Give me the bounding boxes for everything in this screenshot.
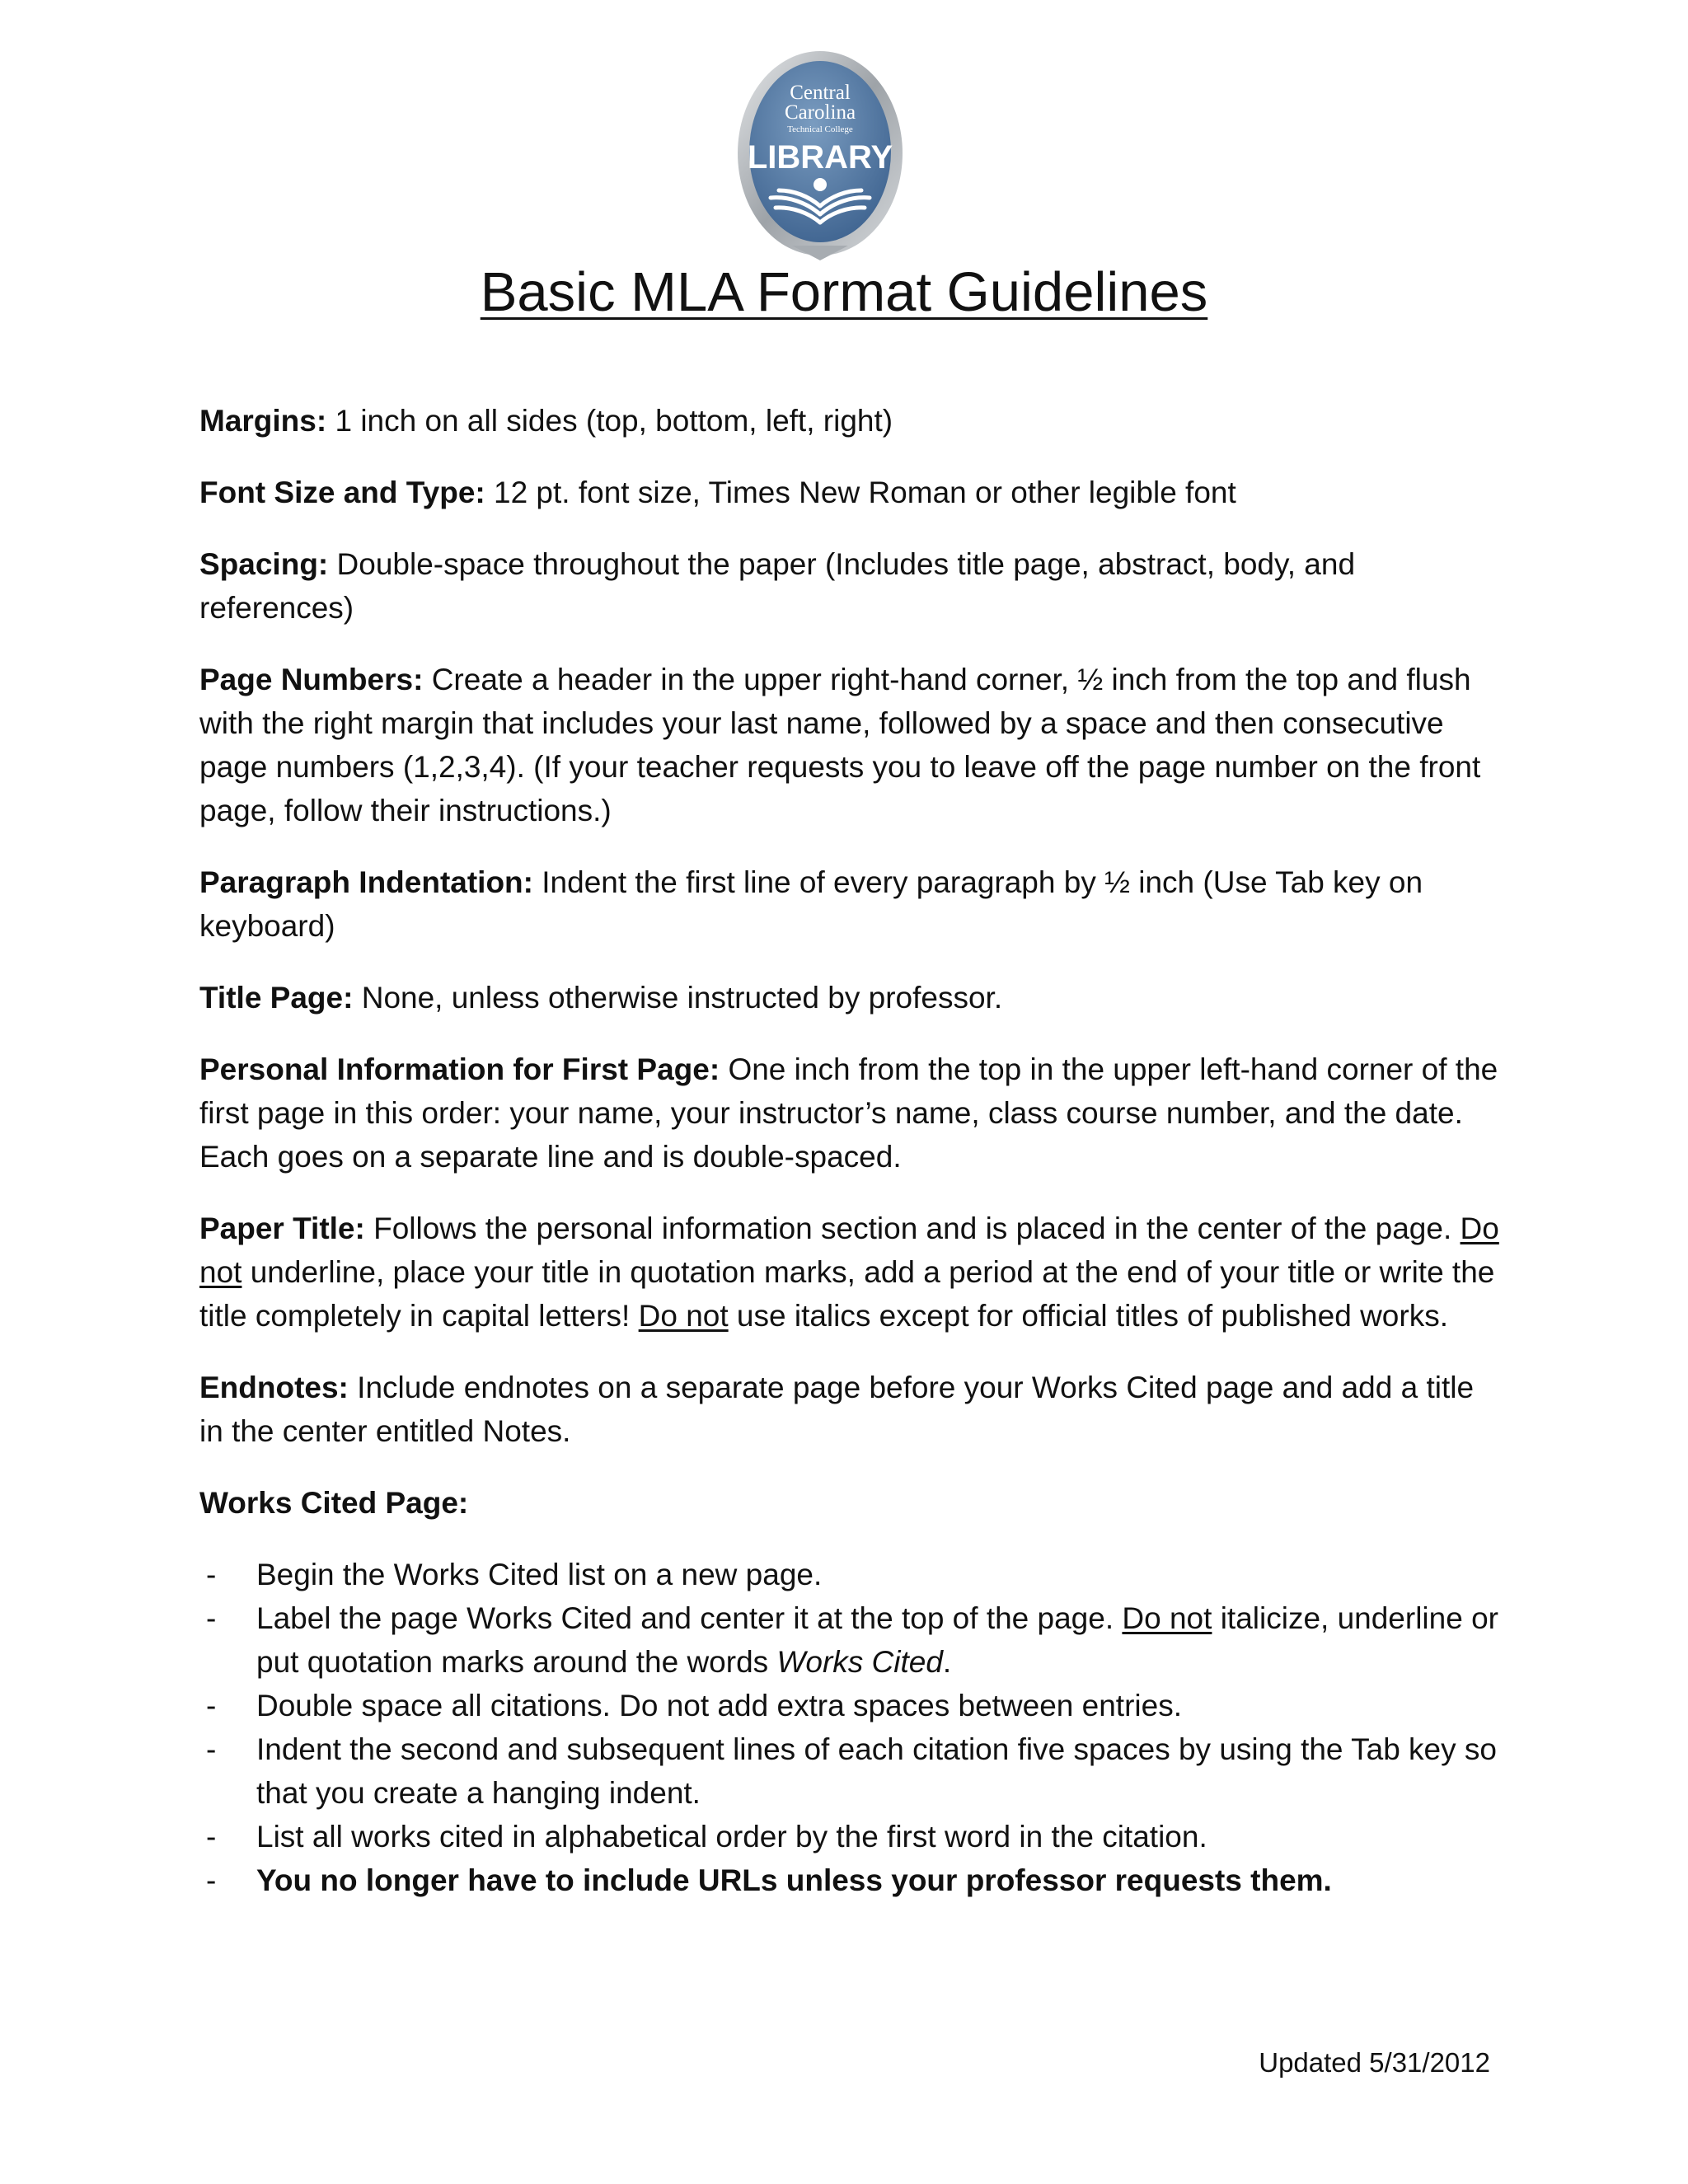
list-item-text: You no longer have to include URLs unless your professor requests them.: [256, 1863, 1332, 1897]
page-title: Basic MLA Format Guidelines: [480, 261, 1208, 323]
logo-line-1: Central: [790, 82, 851, 104]
list-item-text: Double space all citations. Do not add extra spaces between entries.: [256, 1689, 1182, 1722]
title-page-paragraph: [199, 976, 1502, 1019]
library-logo: [734, 48, 906, 264]
works-cited-heading: [199, 1481, 1502, 1525]
spacing-text: Double-space throughout the paper (Includes title page, abstract, body, and references): [199, 547, 1356, 625]
works-cited-list: [199, 1553, 1502, 1902]
endnotes-label: Endnotes:: [199, 1371, 349, 1404]
paper-title-text-1: Follows the personal information section and is placed in the center of the page.: [373, 1212, 1452, 1245]
list-item: [199, 1684, 1502, 1727]
margins-paragraph: [199, 399, 1502, 443]
guidelines-body: [199, 399, 1502, 1902]
page-numbers-text: Create a header in the upper right-hand corner, ½ inch from the top and flush with the right margin that includes your last name, followed by a space and then consecutive page numbers (1,2,3,4). (If your teacher requests you to leave off the page number on the front page, follow their instructions.): [199, 663, 1481, 827]
paper-title-text-3: use italics except for official titles of published works.: [736, 1299, 1448, 1333]
bullet-dash: -: [206, 1689, 217, 1722]
list-item-text: List all works cited in alphabetical order by the first word in the citation.: [256, 1820, 1207, 1854]
logo-line-2: Carolina: [784, 101, 856, 124]
list-item-text: Indent the second and subsequent lines of each citation five spaces by using the Tab key so that you create a hanging indent.: [256, 1732, 1497, 1810]
list-item: [199, 1858, 1502, 1902]
logo-line-4: LIBRARY: [747, 139, 893, 176]
list-item-text: italicize, underline or put quotation marks around the words: [256, 1601, 1498, 1679]
margins-label: Margins:: [199, 404, 327, 438]
spacing-paragraph: [199, 542, 1502, 630]
page-numbers-label: Page Numbers:: [199, 663, 424, 696]
personal-info-text: One inch from the top in the upper left-hand corner of the first page in this order: your name, your instructor’s name, class course number, and the date. Each goes on a separate line and is double-spaced.: [199, 1052, 1498, 1174]
title-page-text: None, unless otherwise instructed by professor.: [361, 981, 1003, 1015]
font-paragraph: [199, 471, 1502, 514]
updated-date: Updated 5/31/2012: [1259, 2047, 1490, 2078]
endnotes-paragraph: [199, 1366, 1502, 1453]
list-item: [199, 1553, 1502, 1596]
bullet-dash: -: [206, 1820, 217, 1854]
font-label: Font Size and Type:: [199, 476, 485, 509]
list-item: [199, 1815, 1502, 1858]
paper-title-text-2: underline, place your title in quotation marks, add a period at the end of your title or write the title completely in capital letters!: [199, 1255, 1495, 1333]
bullet-dash: -: [206, 1601, 217, 1635]
do-not-emphasis: Do not: [638, 1299, 729, 1333]
list-item: [199, 1596, 1502, 1684]
list-item-text: Label the page Works Cited and center it at the top of the page.: [256, 1601, 1114, 1635]
indentation-text: Indent the first line of every paragraph by ½ inch (Use Tab key on keyboard): [199, 865, 1423, 943]
title-page-label: Title Page:: [199, 981, 354, 1015]
indentation-paragraph: [199, 860, 1502, 948]
bullet-dash: -: [206, 1863, 217, 1897]
personal-info-paragraph: [199, 1047, 1502, 1179]
do-not-emphasis: Do not: [1122, 1601, 1212, 1635]
paper-title-label: Paper Title:: [199, 1212, 365, 1245]
bullet-dash: -: [206, 1732, 217, 1766]
font-text: 12 pt. font size, Times New Roman or other legible font: [494, 476, 1236, 509]
list-item-period: .: [942, 1645, 952, 1679]
list-item: [199, 1727, 1502, 1815]
page-numbers-paragraph: [199, 658, 1502, 832]
margins-text: 1 inch on all sides (top, bottom, left, right): [335, 404, 893, 438]
list-item-text: Begin the Works Cited list on a new page.: [256, 1558, 823, 1591]
paper-title-paragraph: [199, 1207, 1502, 1338]
works-cited-label: Works Cited Page:: [199, 1486, 469, 1520]
bullet-dash: -: [206, 1558, 217, 1591]
indentation-label: Paragraph Indentation:: [199, 865, 533, 899]
endnotes-text: Include endnotes on a separate page before your Works Cited page and add a title in the center entitled Notes.: [199, 1371, 1475, 1448]
works-cited-italic: Works Cited: [776, 1645, 943, 1679]
spacing-label: Spacing:: [199, 547, 329, 581]
personal-info-label: Personal Information for First Page:: [199, 1052, 720, 1086]
logo-line-3: Technical College: [787, 124, 853, 134]
do-not-emphasis: Do not: [199, 1212, 1499, 1289]
